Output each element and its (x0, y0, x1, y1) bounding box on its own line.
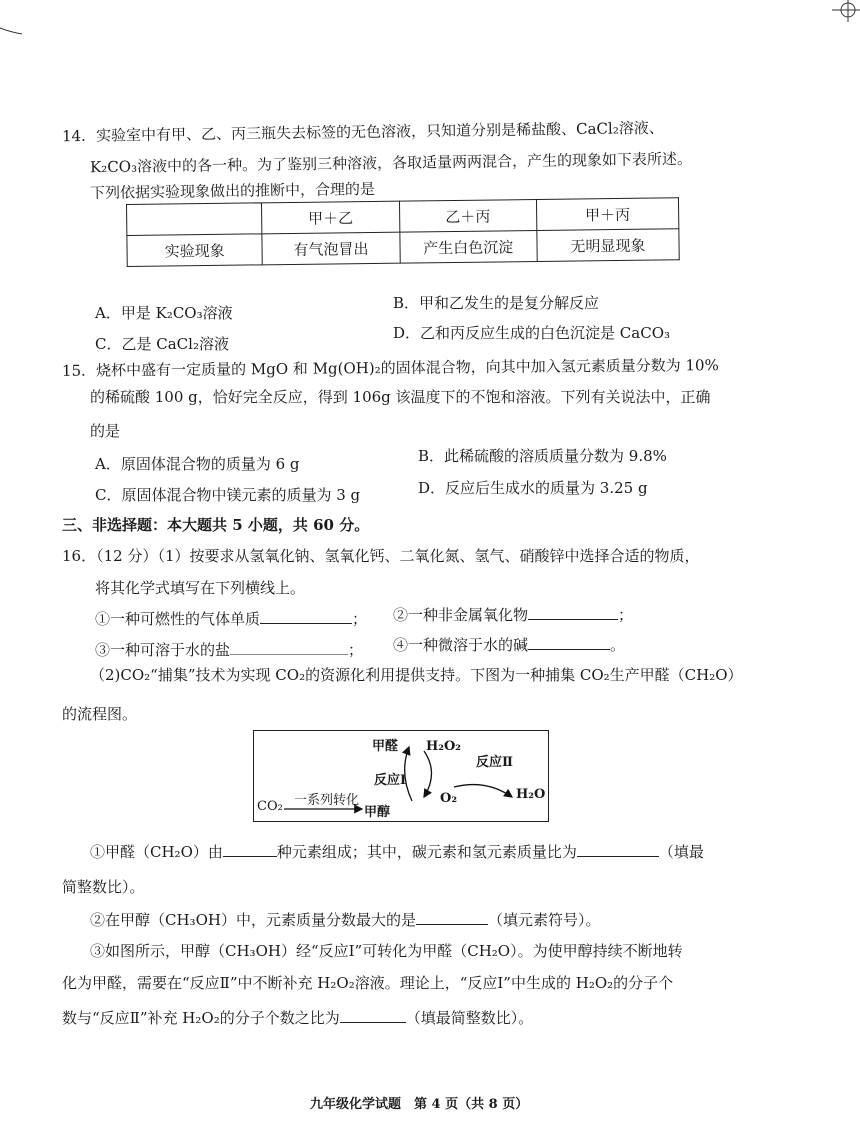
blank-semicolon: ； (348, 641, 364, 659)
h2o2-to-o2-curve (424, 751, 432, 797)
q15-option-a: A．原固体混合物的质量为 6 g (95, 455, 300, 473)
page-footer: 九年级化学试题 第 4 页（共 8 页） (310, 1097, 529, 1112)
blank-label: ④一种微溶于水的碱 (393, 636, 529, 654)
flow-formaldehyde: 甲醛 (372, 739, 399, 754)
flow-reaction-1: 反应Ⅰ (374, 773, 407, 788)
flow-co2: CO₂ (257, 799, 283, 814)
table-header-cell: 乙＋丙 (399, 199, 537, 232)
sub1-text-b: 种元素组成；其中，碳元素和氢元素质量比为 (276, 843, 577, 861)
flow-reaction-2: 反应Ⅱ (476, 755, 513, 770)
corner-mark-left (0, 18, 30, 38)
q15-line-2: 的稀硫酸 100 g，恰好完全反应，得到 106g 该温度下的不饱和溶液。下列有关说法中，正确 (90, 388, 711, 406)
q14-line-3: 下列依据实验现象做出的推断中，合理的是 (89, 180, 376, 202)
blank-label: ①一种可燃性的气体单质 (95, 610, 261, 628)
answer-blank[interactable] (528, 633, 610, 650)
sub3-text-b: （填最简整数比）。 (405, 1009, 534, 1027)
q16-blank-3 (95, 638, 363, 661)
table-header-cell: 甲＋丙 (536, 198, 679, 231)
answer-blank[interactable] (577, 840, 659, 857)
reaction2-curve (454, 785, 512, 797)
q16-sub-3-line-2: 化为甲醛，需要在“反应Ⅱ”中不断补充 H₂O₂溶液。理论上，“反应Ⅰ”中生成的 H₂O₂的分子个 (62, 974, 674, 992)
q16-sub-3-line-1: ③如图所示，甲醇（CH₃OH）经“反应Ⅰ”可转化为甲醛（CH₂O）。为使甲醇持续不断地转 (90, 942, 683, 960)
answer-blank[interactable] (260, 607, 352, 624)
q16-line-1: 16．（12 分）（1）按要求从氢氧化钠、氢氧化钙、二氧化氮、氢气、硝酸锌中选择合适的物质， (62, 547, 700, 565)
q14-option-d: D．乙和丙反应生成的白色沉淀是 CaCO₃ (393, 324, 671, 342)
table-cell: 无明显现象 (537, 229, 680, 262)
blank-period: 。 (610, 636, 626, 654)
sub1-text-a: ①甲醛（CH₂O）由 (90, 843, 223, 861)
table-cell: 有气泡冒出 (262, 232, 400, 265)
q16-part2-line-1: （2)CO₂“捕集”技术为实现 CO₂的资源化利用提供支持。下图为一种捕集 CO₂生产甲醛（CH₂O） (90, 666, 743, 684)
table-cell: 产生白色沉淀 (399, 230, 537, 263)
table-row-label: 实验现象 (127, 234, 263, 267)
q14-option-a: A．甲是 K₂CO₃溶液 (95, 304, 233, 322)
flow-series-conversion: 一系列转化 (294, 793, 360, 808)
q15-line-3: 的是 (90, 422, 121, 440)
answer-blank[interactable] (230, 638, 348, 655)
table-row (127, 229, 679, 267)
blank-semicolon: ； (352, 610, 368, 628)
answer-blank[interactable] (416, 908, 488, 925)
answer-blank[interactable] (528, 603, 618, 620)
q16-sub-1 (90, 840, 704, 863)
q16-blank-4 (393, 633, 625, 656)
q14-option-c: C．乙是 CaCl₂溶液 (95, 335, 229, 353)
flow-h2o: H₂O (516, 787, 546, 802)
section-heading: 三、非选择题：本大题共 5 小题，共 60 分。 (62, 516, 370, 534)
q16-blank-2 (393, 603, 633, 626)
q16-sub-1-cont: 简整数比）。 (62, 878, 145, 896)
blank-label: ②一种非金属氧化物 (393, 606, 529, 624)
q14-option-b: B．甲和乙发生的是复分解反应 (393, 294, 600, 312)
q14-line-2: K₂CO₃溶液中的各一种。为了鉴别三种溶液，各取适量两两混合，产生的现象如下表所述。 (89, 149, 693, 177)
sub3-text-a: 数与“反应Ⅱ”补充 H₂O₂的分子个数之比为 (62, 1009, 340, 1027)
q16-part2-line-2: 的流程图。 (62, 705, 138, 723)
sub2-text-a: ②在甲醇（CH₃OH）中，元素质量分数最大的是 (90, 911, 416, 929)
answer-blank[interactable] (340, 1006, 406, 1023)
q16-sub-3-line-3 (62, 1006, 533, 1029)
q16-line-2: 将其化学式填写在下列横线上。 (95, 579, 306, 597)
q16-blank-1 (95, 607, 367, 630)
q15-option-c: C．原固体混合物中镁元素的质量为 3 g (95, 486, 361, 504)
q16-sub-2 (90, 908, 600, 931)
sub1-text-c: （填最 (658, 843, 704, 861)
blank-semicolon: ； (618, 606, 634, 624)
observation-table (126, 197, 680, 267)
answer-blank[interactable] (223, 840, 277, 857)
q15-line-1: 15．烧杯中盛有一定质量的 MgO 和 Mg(OH)₂的固体混合物，向其中加入氢元素质量分数为 10% (61, 356, 719, 380)
q15-option-d: D．反应后生成水的质量为 3.25 g (418, 479, 648, 497)
q15-option-b: B．此稀硫酸的溶质质量分数为 9.8% (418, 447, 667, 465)
q14-line-1: 14．实验室中有甲、乙、丙三瓶失去标签的无色溶液，只知道分别是稀盐酸、CaCl₂溶液、 (61, 118, 664, 146)
blank-label: ③一种可溶于水的盐 (95, 641, 231, 659)
table-header-cell (127, 203, 263, 236)
table-header-cell: 甲＋乙 (262, 201, 400, 234)
flow-methanol: 甲醇 (364, 805, 391, 820)
sub2-text-b: （填元素符号）。 (487, 911, 601, 929)
registration-mark-icon (812, 0, 860, 24)
flow-o2: O₂ (440, 791, 458, 806)
flow-h2o2: H₂O₂ (426, 739, 461, 754)
flow-diagram (253, 730, 549, 822)
